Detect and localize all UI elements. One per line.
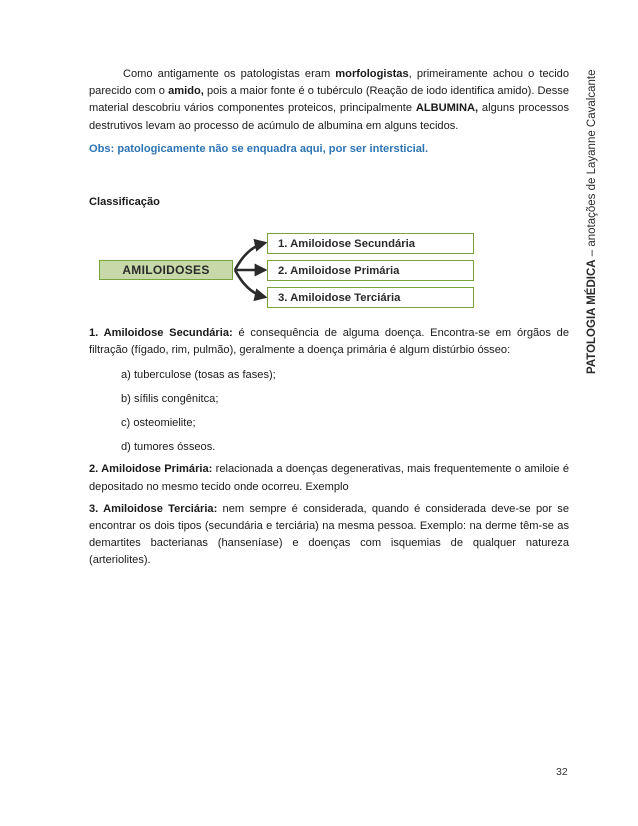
page-content [89, 66, 569, 570]
secundaria-label: 1. Amiloidose Secundária: [89, 327, 233, 340]
intro-text-3: pois a maior fonte é o tubérculo (Reação de iodo identifica amido). Desse material descobriu vários componentes proteicos, principalmente [89, 85, 569, 115]
sidebar-title: PATOLOGIA MÉDICA [586, 259, 598, 374]
secundaria-text: é consequência de alguma doença. Encontra-se em órgãos de filtração (fígado, rim, pulmão), geralmente a doença primária é algum distúrbio ósseo: [89, 327, 569, 357]
intro-text-2: , primeiramente achou o tecido parecido com o [89, 68, 569, 98]
terciaria-paragraph [89, 501, 569, 570]
list-item: d) tumores ósseos. [121, 441, 216, 454]
intro-bold-amido: amido, [168, 85, 204, 98]
intro-bold-albumina: ALBUMINA, [415, 102, 479, 115]
secundaria-paragraph [89, 325, 569, 359]
diagram-main-box: AMILOIDOSES [99, 260, 233, 280]
sidebar-header [586, 70, 598, 374]
arrow-to-secundaria [235, 243, 265, 270]
terciaria-label: 3. Amiloidose Terciária: [89, 502, 218, 515]
intro-text-4: alguns processos destrutivos levam ao processo de acúmulo de albumina em alguns tecidos. [89, 102, 569, 132]
primaria-label: 2. Amiloidose Primária: [89, 463, 213, 476]
intro-bold-morfologistas: morfologistas [335, 68, 409, 80]
classification-diagram [89, 225, 569, 311]
page-number: 32 [556, 766, 568, 778]
list-item: b) sífilis congênitca; [121, 392, 219, 405]
diagram-box-secundaria: 1. Amiloidose Secundária [267, 233, 474, 254]
arrow-to-terciaria [235, 270, 265, 297]
primaria-text: relacionada a doenças degenerativas, mais frequentemente o amiloie é depositado no mesmo tecido onde ocorreu. Exemplo [89, 463, 569, 493]
list-item: c) osteomielite; [121, 417, 196, 430]
sidebar-author: – anotações de Layanne Cavalcante [586, 69, 598, 260]
diagram-box-terciaria: 3. Amiloidose Terciária [267, 287, 474, 308]
primaria-paragraph [89, 461, 569, 495]
diagram-box-primaria: 2. Amiloidose Primária [267, 260, 474, 281]
intro-text-1: Como antigamente os patologistas eram [123, 68, 336, 80]
obs-note: Obs: patologicamente não se enquadra aqui, por ser intersticial. [89, 142, 429, 155]
list-item: a) tuberculose (tosas as fases); [121, 368, 276, 381]
classification-title: Classificação [89, 196, 160, 209]
terciaria-text: nem sempre é considerada, quando é considerada deve-se por se encontrar os dois tipos (secundária e terciária) na mesma pessoa. Exemplo: na derme têm-se as demartites bacterianas (hanseníase) e doenças com isquemias de qualquer natureza (arteriolites). [89, 502, 570, 567]
intro-paragraph [89, 66, 569, 135]
